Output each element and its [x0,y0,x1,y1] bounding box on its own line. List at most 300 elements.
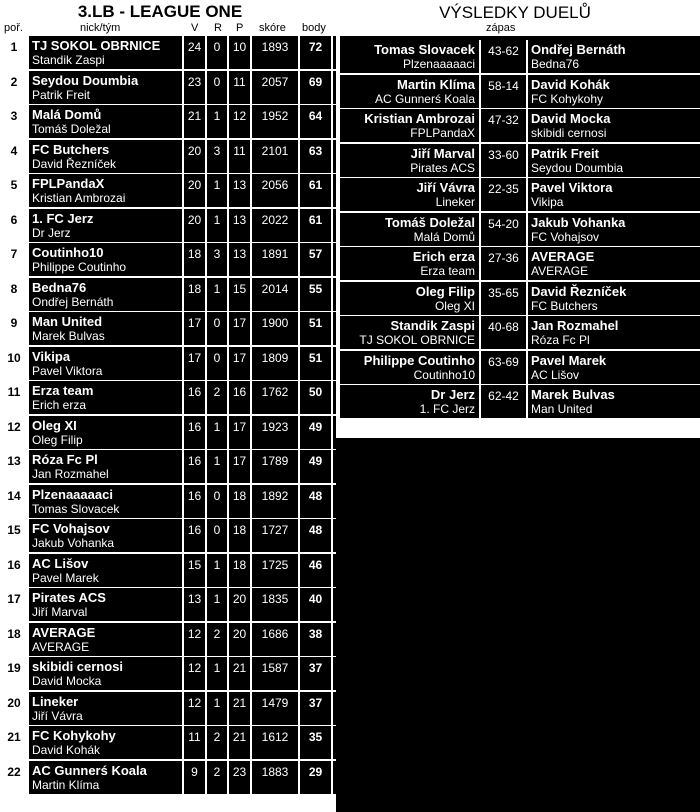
row-edge [333,761,336,795]
duels-title: VÝSLEDKY DUELŮ [439,3,591,22]
score-cell: 2022 [252,209,298,243]
column-divider [479,351,481,386]
duel-result: 63-69 [488,354,519,369]
wins-cell: 23 [184,71,205,105]
away-side [528,316,700,349]
rank: 13 [0,450,28,485]
home-manager: Jiří Vávra [416,180,475,195]
manager-name: Dr Jerz [32,225,71,240]
away-side [528,40,700,73]
points-cell: 48 [300,519,331,553]
rank: 2 [0,71,28,106]
duel-result: 58-14 [488,78,519,93]
score-cell: 2056 [252,174,298,208]
table-row [0,692,336,727]
away-manager: Patrik Freit [531,145,599,161]
team-cell [29,761,182,795]
wins-cell: 12 [184,692,205,726]
team-name: FC Kohykohy [32,728,116,743]
row-edge [333,140,336,174]
score-cell: 1900 [252,312,298,346]
team-name: Malá Domů [32,107,102,122]
losses-cell: 17 [229,416,250,450]
duel-row [340,144,700,179]
table-row [0,623,336,658]
manager-name: David Kohák [32,743,101,757]
team-name: AC Gunnerś Koala [32,762,147,778]
manager-name: David Mocka [32,674,102,688]
team-cell [29,381,182,415]
wins-cell: 12 [184,657,205,691]
row-edge [333,485,336,519]
wins-cell: 16 [184,416,205,450]
row-edge [333,450,336,484]
row-edge [333,416,336,450]
manager-name: Marek Bulvas [32,329,105,343]
draws-cell: 1 [207,209,227,243]
home-team: 1. FC Jerz [419,402,475,416]
rank: 4 [0,140,28,175]
losses-cell: 21 [229,657,250,691]
team-cell [29,71,182,105]
wins-cell: 12 [184,623,205,657]
home-team: Coutinho10 [413,367,475,382]
away-manager: David Mocka [531,111,611,126]
table-row [0,278,336,313]
wins-cell: 18 [184,278,205,312]
losses-cell: 15 [229,278,250,312]
home-manager: Oleg Filip [415,283,475,299]
score-cell: 1809 [252,347,298,381]
duel-result: 27-36 [488,251,519,265]
home-manager: Standik Zaspi [390,318,475,333]
points-cell: 51 [300,347,331,381]
home-side [340,40,479,73]
points-cell: 35 [300,726,331,760]
duel-result: 33-60 [488,147,519,162]
team-name: skibidi cernosi [32,659,124,674]
losses-cell: 20 [229,623,250,657]
team-cell [29,657,182,691]
away-side [528,351,700,384]
column-divider [526,247,528,282]
column-divider [526,178,528,213]
team-cell [29,140,182,174]
losses-cell: 18 [229,485,250,519]
manager-name: Patrik Freit [32,87,91,102]
header-team: nick/tým [80,22,121,34]
column-divider [526,109,528,144]
losses-cell: 20 [229,588,250,622]
home-side [340,109,479,142]
draws-cell: 1 [207,105,227,139]
wins-cell: 17 [184,347,205,381]
team-name: FPLPandaX [32,176,105,191]
column-divider [479,316,481,351]
losses-cell: 17 [229,312,250,346]
team-name: Plzenaaaaaci [32,486,113,502]
points-cell: 63 [300,140,331,174]
score-cell: 1923 [252,416,298,450]
home-manager: Martin Klíma [396,76,475,92]
draws-cell: 1 [207,692,227,726]
row-edge [333,36,336,70]
away-team: skibidi cernosi [531,126,607,140]
column-divider [479,178,481,213]
team-cell [29,726,182,760]
home-team: FPLPandaX [410,126,475,140]
row-edge [333,174,336,208]
score-cell: 1952 [252,105,298,139]
wins-cell: 15 [184,554,205,588]
manager-name: Jan Rozmahel [32,467,109,481]
team-name: Oleg XI [32,417,77,433]
draws-cell: 1 [207,554,227,588]
losses-cell: 18 [229,519,250,553]
draws-cell: 3 [207,243,227,277]
header-r: R [214,22,222,34]
wins-cell: 16 [184,381,205,415]
manager-name: Jiří Vávra [32,708,83,723]
points-cell: 49 [300,450,331,484]
row-edge [333,623,336,657]
table-row [0,174,336,209]
home-team: Pirates ACS [410,160,475,175]
rank: 11 [0,381,28,416]
away-team: Man United [531,402,593,416]
wins-cell: 16 [184,519,205,553]
table-row [0,140,336,175]
away-manager: Jan Rozmahel [531,318,619,333]
away-manager: Ondřej Bernáth [531,42,626,57]
points-cell: 50 [300,381,331,415]
duel-row [340,351,700,386]
losses-cell: 21 [229,692,250,726]
team-cell [29,692,182,726]
score-cell: 1835 [252,588,298,622]
duel-result: 43-62 [488,44,519,58]
losses-cell: 18 [229,554,250,588]
duel-result: 22-35 [488,182,519,196]
away-side [528,178,700,211]
away-manager: Jakub Vohanka [531,214,626,230]
table-row [0,761,336,796]
points-cell: 51 [300,312,331,346]
away-team: FC Butchers [531,298,598,313]
wins-cell: 13 [184,588,205,622]
column-divider [479,144,481,179]
manager-name: AVERAGE [32,639,90,654]
row-edge [333,657,336,691]
duel-row [340,385,700,420]
score-cell: 2101 [252,140,298,174]
column-divider [526,75,528,110]
rank: 10 [0,347,28,382]
score-cell: 1762 [252,381,298,415]
score-cell: 1587 [252,657,298,691]
score-cell: 1727 [252,519,298,553]
draws-cell: 2 [207,623,227,657]
home-side [340,351,479,384]
table-row [0,36,336,71]
wins-cell: 16 [184,450,205,484]
manager-name: Philippe Coutinho [32,260,127,274]
away-team: Seydou Doumbia [531,160,624,175]
table-row [0,347,336,382]
row-edge [333,278,336,312]
draws-cell: 1 [207,450,227,484]
score-cell: 1725 [252,554,298,588]
rank: 14 [0,485,28,520]
team-cell [29,174,182,208]
standings-table [0,36,336,795]
table-row [0,450,336,485]
manager-name: Standik Zaspi [32,53,105,67]
points-cell: 46 [300,554,331,588]
points-cell: 29 [300,761,331,795]
team-name: Lineker [32,693,79,709]
duel-row [340,178,700,213]
draws-cell: 2 [207,761,227,795]
away-side [528,282,700,315]
draws-cell: 1 [207,657,227,691]
header-result: zápas [486,22,516,34]
duel-row [340,75,700,110]
home-team: Plzenaaaaaci [402,57,475,71]
losses-cell: 17 [229,347,250,381]
score-cell: 2057 [252,71,298,105]
losses-cell: 13 [229,174,250,208]
table-row [0,726,336,761]
home-side [340,213,479,246]
team-cell [29,36,182,70]
team-cell [29,105,182,139]
manager-name: Jakub Vohanka [32,536,115,550]
points-cell: 37 [300,657,331,691]
manager-name: Erich erza [32,398,87,412]
away-manager: David Řezníček [531,283,627,299]
losses-cell: 10 [229,36,250,70]
points-cell: 49 [300,416,331,450]
wins-cell: 24 [184,36,205,70]
team-name: Seydou Doumbia [32,72,139,88]
home-team: TJ SOKOL OBRNICE [359,333,475,347]
team-cell [29,519,182,553]
column-divider [526,213,528,248]
standings-title: 3.LB - LEAGUE ONE [77,2,243,21]
score-cell: 1892 [252,485,298,519]
rank: 17 [0,588,28,623]
team-name: Coutinho10 [32,245,104,260]
rank: 8 [0,278,28,313]
team-name: AVERAGE [32,624,96,640]
manager-name: Kristian Ambrozai [32,191,126,205]
away-side [528,213,700,246]
column-divider [526,40,528,75]
points-cell: 61 [300,174,331,208]
score-cell: 1479 [252,692,298,726]
draws-cell: 2 [207,381,227,415]
manager-name: Tomáš Doležal [32,122,111,136]
rank: 16 [0,554,28,589]
away-side [528,144,700,177]
table-row [0,209,336,244]
table-row [0,416,336,451]
wins-cell: 21 [184,105,205,139]
team-cell [29,554,182,588]
score-cell: 1789 [252,450,298,484]
away-manager: David Kohák [531,76,610,92]
points-cell: 55 [300,278,331,312]
team-cell [29,209,182,243]
losses-cell: 16 [229,381,250,415]
losses-cell: 11 [229,71,250,105]
score-cell: 1612 [252,726,298,760]
wins-cell: 16 [184,485,205,519]
table-row [0,71,336,106]
points-cell: 69 [300,71,331,105]
team-name: Vikipa [32,348,71,364]
rank: 18 [0,623,28,658]
manager-name: Oleg Filip [32,432,83,447]
team-cell [29,623,182,657]
column-divider [526,351,528,386]
score-cell: 1893 [252,36,298,70]
team-cell [29,347,182,381]
away-manager: Marek Bulvas [531,387,615,402]
rank: 5 [0,174,28,209]
home-side [340,316,479,349]
home-manager: Philippe Coutinho [363,352,475,368]
table-row [0,588,336,623]
row-divider [340,418,700,420]
team-name: Erza team [32,383,94,398]
home-side [340,247,479,280]
draws-cell: 3 [207,140,227,174]
draws-cell: 1 [207,588,227,622]
team-cell [29,278,182,312]
column-divider [479,385,481,420]
team-name: FC Butchers [32,141,110,157]
rank: 19 [0,657,28,692]
home-team: AC Gunnerś Koala [374,91,475,106]
team-name: Róza Fc Pl [32,452,98,467]
row-edge [333,726,336,760]
away-team: Vikipa [531,195,564,209]
table-row [0,105,336,140]
duel-row [340,40,700,75]
duel-row [340,316,700,351]
team-cell [29,485,182,519]
row-edge [333,519,336,553]
row-edge [333,243,336,277]
rank: 9 [0,312,28,347]
wins-cell: 11 [184,726,205,760]
draws-cell: 0 [207,347,227,381]
wins-cell: 17 [184,312,205,346]
table-row [0,657,336,692]
row-edge [333,209,336,243]
row-edge [333,554,336,588]
home-manager: Dr Jerz [430,387,475,402]
team-cell [29,312,182,346]
team-name: Bedna76 [32,279,87,295]
manager-name: Pavel Viktora [32,363,103,378]
points-cell: 72 [300,36,331,70]
home-manager: Tomáš Doležal [384,214,475,230]
draws-cell: 0 [207,519,227,553]
table-row [0,485,336,520]
table-row [0,519,336,554]
wins-cell: 9 [184,761,205,795]
team-name: 1. FC Jerz [32,210,94,226]
row-edge [333,71,336,105]
score-cell: 1686 [252,623,298,657]
team-cell [29,450,182,484]
home-side [340,178,479,211]
losses-cell: 13 [229,209,250,243]
rank: 15 [0,519,28,554]
home-manager: Kristian Ambrozai [364,111,475,126]
row-edge [333,692,336,726]
team-name: FC Vohajsov [32,521,110,536]
duel-result: 47-32 [488,113,519,127]
header-pos: poř. [4,22,23,34]
header-p: P [236,22,244,34]
losses-cell: 13 [229,243,250,277]
rank: 20 [0,692,28,727]
draws-cell: 1 [207,416,227,450]
manager-name: Pavel Marek [32,570,99,585]
rank: 7 [0,243,28,278]
draws-cell: 2 [207,726,227,760]
losses-cell: 17 [229,450,250,484]
away-side [528,247,700,280]
away-team: Bedna76 [531,57,580,71]
home-team: Erza team [420,264,475,278]
home-side [340,385,479,418]
wins-cell: 20 [184,140,205,174]
column-divider [526,385,528,420]
away-team: AC Lišov [531,367,580,382]
home-side [340,144,479,177]
wins-cell: 18 [184,243,205,277]
manager-name: Tomas Slovacek [32,501,120,516]
column-divider [479,247,481,282]
team-name: TJ SOKOL OBRNICE [32,38,161,53]
points-cell: 38 [300,623,331,657]
table-row [0,381,336,416]
home-team: Lineker [435,195,475,209]
home-side [340,282,479,315]
header-points: body [302,22,326,34]
column-divider [526,144,528,179]
losses-cell: 23 [229,761,250,795]
away-team: Róza Fc Pl [531,333,590,347]
away-team: FC Vohajsov [531,229,600,244]
team-cell [29,416,182,450]
team-name: Pirates ACS [32,590,106,605]
team-name: AC Lišov [32,555,89,571]
row-edge [333,381,336,415]
draws-cell: 1 [207,278,227,312]
draws-cell: 1 [207,174,227,208]
away-side [528,385,700,418]
team-name: Man United [32,314,103,329]
away-team: FC Kohykohy [531,91,604,106]
duels-divider [336,418,700,438]
points-cell: 64 [300,105,331,139]
